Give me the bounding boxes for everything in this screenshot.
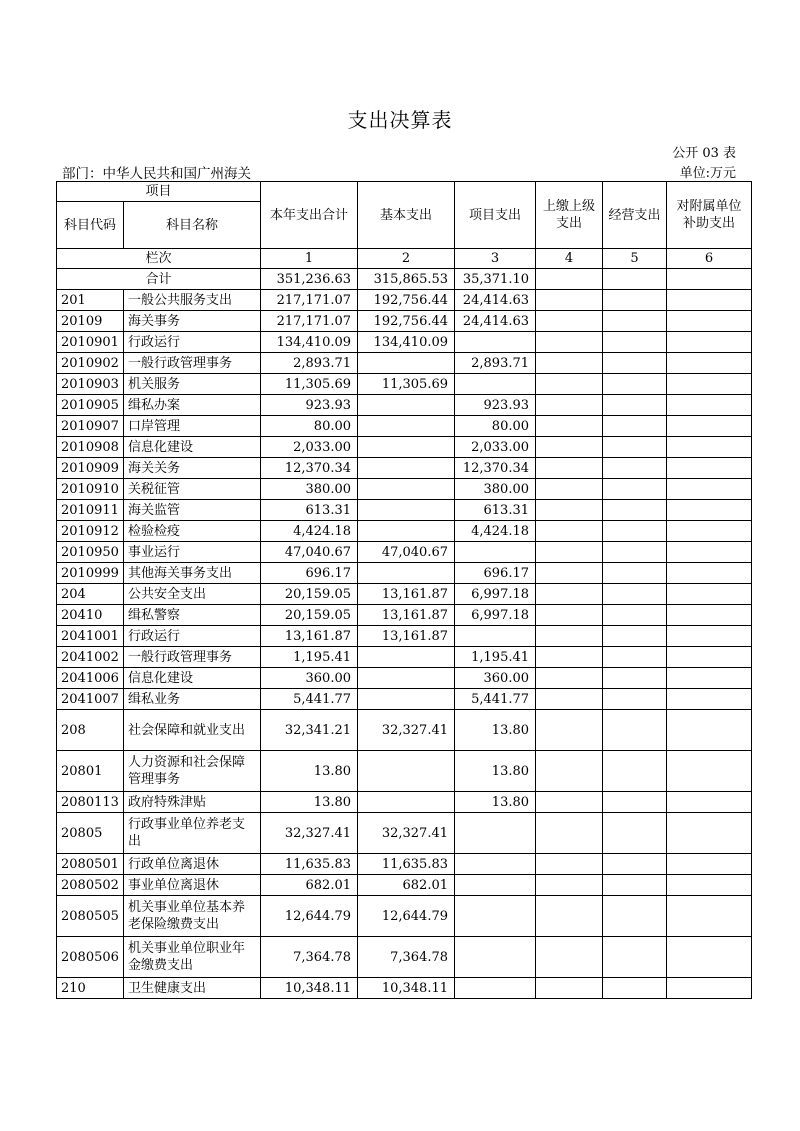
index-label: 栏次: [57, 249, 261, 269]
row-basic: [358, 563, 455, 584]
row-project: 360.00: [455, 668, 536, 689]
row-subsidiary: [667, 875, 752, 896]
table-row: [57, 479, 752, 500]
row-name: 口岸管理: [124, 416, 261, 437]
row-total: 11,635.83: [261, 854, 358, 875]
row-basic: 192,756.44: [358, 290, 455, 311]
row-code: 2080501: [57, 854, 124, 875]
row-business: [603, 875, 667, 896]
row-business: [603, 854, 667, 875]
row-subsidiary: [667, 353, 752, 374]
row-project: 613.31: [455, 500, 536, 521]
row-business: [603, 563, 667, 584]
row-project: 6,997.18: [455, 605, 536, 626]
row-code: 2010910: [57, 479, 124, 500]
row-business: [603, 542, 667, 563]
row-name: 政府特殊津贴: [124, 792, 261, 813]
row-name: 行政运行: [124, 332, 261, 353]
row-upper: [536, 353, 603, 374]
row-total: 32,327.41: [261, 813, 358, 854]
total-basic: 315,865.53: [358, 269, 455, 290]
row-project: 13.80: [455, 710, 536, 751]
row-total: 380.00: [261, 479, 358, 500]
table-row: [57, 937, 752, 978]
row-subsidiary: [667, 437, 752, 458]
table-row: [57, 978, 752, 999]
header-business: 经营支出: [603, 182, 667, 249]
row-basic: [358, 689, 455, 710]
table-row: [57, 500, 752, 521]
row-subsidiary: [667, 978, 752, 999]
row-code: 2010999: [57, 563, 124, 584]
row-upper: [536, 668, 603, 689]
row-business: [603, 647, 667, 668]
row-basic: 134,410.09: [358, 332, 455, 353]
row-subsidiary: [667, 689, 752, 710]
row-project: 923.93: [455, 395, 536, 416]
row-basic: [358, 353, 455, 374]
row-code: 20805: [57, 813, 124, 854]
row-name: 事业运行: [124, 542, 261, 563]
row-code: 204: [57, 584, 124, 605]
row-business: [603, 437, 667, 458]
row-name: 卫生健康支出: [124, 978, 261, 999]
row-subsidiary: [667, 332, 752, 353]
row-subsidiary: [667, 563, 752, 584]
row-total: 217,171.07: [261, 290, 358, 311]
row-upper: [536, 710, 603, 751]
row-basic: 13,161.87: [358, 626, 455, 647]
header-project: 项目支出: [455, 182, 536, 249]
row-upper: [536, 311, 603, 332]
table-row: [57, 626, 752, 647]
row-code: 201: [57, 290, 124, 311]
row-upper: [536, 875, 603, 896]
index-2: 2: [358, 249, 455, 269]
row-basic: [358, 479, 455, 500]
row-total: 32,341.21: [261, 710, 358, 751]
header-item: 项目: [57, 182, 261, 202]
row-upper: [536, 521, 603, 542]
row-business: [603, 751, 667, 792]
row-business: [603, 416, 667, 437]
table-row: [57, 751, 752, 792]
row-code: 2010903: [57, 374, 124, 395]
row-code: 20109: [57, 311, 124, 332]
row-subsidiary: [667, 458, 752, 479]
row-code: 2041006: [57, 668, 124, 689]
row-code: 2041007: [57, 689, 124, 710]
row-basic: 32,327.41: [358, 813, 455, 854]
row-name: 关税征管: [124, 479, 261, 500]
table-row: [57, 437, 752, 458]
row-code: 20410: [57, 605, 124, 626]
row-total: 47,040.67: [261, 542, 358, 563]
row-total: 360.00: [261, 668, 358, 689]
row-total: 5,441.77: [261, 689, 358, 710]
index-4: 4: [536, 249, 603, 269]
row-basic: [358, 395, 455, 416]
row-code: 2010901: [57, 332, 124, 353]
row-total: 613.31: [261, 500, 358, 521]
expenditure-table: [56, 181, 752, 999]
row-total: 13.80: [261, 751, 358, 792]
table-row: [57, 290, 752, 311]
row-total: 7,364.78: [261, 937, 358, 978]
row-basic: 47,040.67: [358, 542, 455, 563]
row-business: [603, 374, 667, 395]
row-name: 机关服务: [124, 374, 261, 395]
table-row: [57, 416, 752, 437]
row-upper: [536, 500, 603, 521]
total-project: 35,371.10: [455, 269, 536, 290]
row-business: [603, 689, 667, 710]
table-row: [57, 542, 752, 563]
row-project: 13.80: [455, 751, 536, 792]
table-row: [57, 896, 752, 937]
row-name: 海关关务: [124, 458, 261, 479]
table-row: [57, 689, 752, 710]
row-code: 2041001: [57, 626, 124, 647]
index-1: 1: [261, 249, 358, 269]
table-row: [57, 605, 752, 626]
row-upper: [536, 854, 603, 875]
row-upper: [536, 978, 603, 999]
header-upper: 上缴上级支出: [536, 182, 603, 249]
total-business: [603, 269, 667, 290]
table-row: [57, 563, 752, 584]
row-subsidiary: [667, 937, 752, 978]
row-subsidiary: [667, 542, 752, 563]
table-row: [57, 710, 752, 751]
row-business: [603, 668, 667, 689]
row-upper: [536, 584, 603, 605]
row-business: [603, 395, 667, 416]
row-upper: [536, 374, 603, 395]
row-name: 检验检疫: [124, 521, 261, 542]
row-upper: [536, 479, 603, 500]
row-business: [603, 978, 667, 999]
row-business: [603, 332, 667, 353]
row-name: 人力资源和社会保障管理事务: [124, 751, 261, 792]
row-project: [455, 542, 536, 563]
row-name: 行政单位离退休: [124, 854, 261, 875]
row-basic: [358, 647, 455, 668]
row-total: 696.17: [261, 563, 358, 584]
row-business: [603, 353, 667, 374]
row-subsidiary: [667, 751, 752, 792]
row-project: 2,893.71: [455, 353, 536, 374]
row-basic: [358, 458, 455, 479]
row-basic: 11,635.83: [358, 854, 455, 875]
row-business: [603, 584, 667, 605]
row-project: [455, 332, 536, 353]
row-total: 2,893.71: [261, 353, 358, 374]
table-row: [57, 374, 752, 395]
table-row: [57, 792, 752, 813]
header-basic: 基本支出: [358, 182, 455, 249]
row-total: 12,370.34: [261, 458, 358, 479]
row-upper: [536, 437, 603, 458]
row-project: [455, 374, 536, 395]
row-business: [603, 605, 667, 626]
table-row: [57, 332, 752, 353]
row-code: 2080502: [57, 875, 124, 896]
row-basic: [358, 500, 455, 521]
row-project: 2,033.00: [455, 437, 536, 458]
row-upper: [536, 813, 603, 854]
row-code: 2010911: [57, 500, 124, 521]
row-basic: 682.01: [358, 875, 455, 896]
row-basic: 10,348.11: [358, 978, 455, 999]
index-5: 5: [603, 249, 667, 269]
index-6: 6: [667, 249, 752, 269]
table-row: [57, 647, 752, 668]
row-total: 11,305.69: [261, 374, 358, 395]
table-row: [57, 813, 752, 854]
row-subsidiary: [667, 584, 752, 605]
row-subsidiary: [667, 668, 752, 689]
row-subsidiary: [667, 374, 752, 395]
row-basic: 13,161.87: [358, 605, 455, 626]
row-upper: [536, 605, 603, 626]
row-total: 10,348.11: [261, 978, 358, 999]
row-total: 80.00: [261, 416, 358, 437]
table-body: [57, 269, 752, 999]
row-code: 2010907: [57, 416, 124, 437]
row-total: 4,424.18: [261, 521, 358, 542]
header-subsidiary: 对附属单位补助支出: [667, 182, 752, 249]
row-name: 行政事业单位养老支出: [124, 813, 261, 854]
table-row: [57, 875, 752, 896]
row-project: [455, 937, 536, 978]
row-basic: [358, 668, 455, 689]
row-upper: [536, 416, 603, 437]
row-name: 行政运行: [124, 626, 261, 647]
row-total: 12,644.79: [261, 896, 358, 937]
row-total: 1,195.41: [261, 647, 358, 668]
row-code: 2010902: [57, 353, 124, 374]
row-subsidiary: [667, 854, 752, 875]
row-subsidiary: [667, 416, 752, 437]
total-amount: 351,236.63: [261, 269, 358, 290]
total-row: [57, 269, 752, 290]
header-name: 科目名称: [124, 202, 261, 249]
row-name: 机关事业单位基本养老保险缴费支出: [124, 896, 261, 937]
row-name: 其他海关事务支出: [124, 563, 261, 584]
row-name: 社会保障和就业支出: [124, 710, 261, 751]
row-total: 923.93: [261, 395, 358, 416]
row-name: 缉私业务: [124, 689, 261, 710]
row-code: 20801: [57, 751, 124, 792]
row-upper: [536, 332, 603, 353]
row-business: [603, 813, 667, 854]
row-business: [603, 626, 667, 647]
table-row: [57, 854, 752, 875]
row-upper: [536, 689, 603, 710]
row-project: 380.00: [455, 479, 536, 500]
row-subsidiary: [667, 479, 752, 500]
row-basic: [358, 792, 455, 813]
row-project: [455, 626, 536, 647]
row-name: 事业单位离退休: [124, 875, 261, 896]
row-basic: 7,364.78: [358, 937, 455, 978]
row-code: 2010905: [57, 395, 124, 416]
row-business: [603, 458, 667, 479]
header-code: 科目代码: [57, 202, 124, 249]
row-name: 缉私警察: [124, 605, 261, 626]
unit-label: 单位:万元: [679, 166, 736, 181]
department-label: 部门：中华人民共和国广州海关: [62, 166, 251, 182]
row-upper: [536, 751, 603, 792]
row-business: [603, 290, 667, 311]
row-basic: 32,327.41: [358, 710, 455, 751]
total-upper: [536, 269, 603, 290]
row-subsidiary: [667, 311, 752, 332]
row-name: 海关事务: [124, 311, 261, 332]
row-total: 682.01: [261, 875, 358, 896]
row-project: 12,370.34: [455, 458, 536, 479]
row-upper: [536, 792, 603, 813]
row-business: [603, 896, 667, 937]
row-upper: [536, 647, 603, 668]
row-upper: [536, 937, 603, 978]
row-project: 6,997.18: [455, 584, 536, 605]
row-project: 1,195.41: [455, 647, 536, 668]
row-subsidiary: [667, 500, 752, 521]
table-row: [57, 584, 752, 605]
row-project: 24,414.63: [455, 290, 536, 311]
row-basic: [358, 416, 455, 437]
row-project: 5,441.77: [455, 689, 536, 710]
row-upper: [536, 395, 603, 416]
row-code: 2080505: [57, 896, 124, 937]
row-basic: 11,305.69: [358, 374, 455, 395]
table-row: [57, 311, 752, 332]
row-basic: 12,644.79: [358, 896, 455, 937]
row-code: 2010912: [57, 521, 124, 542]
row-name: 公共安全支出: [124, 584, 261, 605]
table-row: [57, 353, 752, 374]
row-total: 217,171.07: [261, 311, 358, 332]
row-project: 13.80: [455, 792, 536, 813]
row-subsidiary: [667, 710, 752, 751]
row-name: 一般公共服务支出: [124, 290, 261, 311]
row-total: 20,159.05: [261, 605, 358, 626]
row-upper: [536, 563, 603, 584]
row-code: 210: [57, 978, 124, 999]
row-code: 208: [57, 710, 124, 751]
row-code: 2041002: [57, 647, 124, 668]
row-project: [455, 854, 536, 875]
row-subsidiary: [667, 521, 752, 542]
row-name: 信息化建设: [124, 437, 261, 458]
header-total: 本年支出合计: [261, 182, 358, 249]
row-total: 13,161.87: [261, 626, 358, 647]
row-upper: [536, 626, 603, 647]
row-subsidiary: [667, 290, 752, 311]
total-label: 合计: [57, 269, 261, 290]
row-basic: 192,756.44: [358, 311, 455, 332]
form-number: 公开 03 表: [672, 146, 736, 161]
row-name: 信息化建设: [124, 668, 261, 689]
table-row: [57, 668, 752, 689]
row-code: 2010909: [57, 458, 124, 479]
row-project: 696.17: [455, 563, 536, 584]
row-business: [603, 311, 667, 332]
row-total: 2,033.00: [261, 437, 358, 458]
row-name: 一般行政管理事务: [124, 647, 261, 668]
row-code: 2010950: [57, 542, 124, 563]
row-basic: [358, 521, 455, 542]
row-name: 一般行政管理事务: [124, 353, 261, 374]
row-subsidiary: [667, 813, 752, 854]
row-upper: [536, 458, 603, 479]
row-project: 4,424.18: [455, 521, 536, 542]
table-row: [57, 395, 752, 416]
row-basic: 13,161.87: [358, 584, 455, 605]
row-upper: [536, 896, 603, 937]
table-row: [57, 458, 752, 479]
row-project: 80.00: [455, 416, 536, 437]
row-business: [603, 521, 667, 542]
row-name: 缉私办案: [124, 395, 261, 416]
table-row: [57, 521, 752, 542]
row-subsidiary: [667, 792, 752, 813]
row-subsidiary: [667, 395, 752, 416]
row-code: 2080113: [57, 792, 124, 813]
row-subsidiary: [667, 647, 752, 668]
row-project: [455, 978, 536, 999]
row-upper: [536, 542, 603, 563]
row-code: 2010908: [57, 437, 124, 458]
page-title: 支出决算表: [347, 108, 453, 132]
row-subsidiary: [667, 605, 752, 626]
row-business: [603, 937, 667, 978]
row-subsidiary: [667, 626, 752, 647]
row-code: 2080506: [57, 937, 124, 978]
row-basic: [358, 751, 455, 792]
row-basic: [358, 437, 455, 458]
row-total: 20,159.05: [261, 584, 358, 605]
row-business: [603, 500, 667, 521]
row-project: [455, 813, 536, 854]
row-subsidiary: [667, 896, 752, 937]
row-business: [603, 792, 667, 813]
row-total: 13.80: [261, 792, 358, 813]
row-business: [603, 479, 667, 500]
row-project: [455, 896, 536, 937]
row-name: 机关事业单位职业年金缴费支出: [124, 937, 261, 978]
row-total: 134,410.09: [261, 332, 358, 353]
row-name: 海关监管: [124, 500, 261, 521]
row-upper: [536, 290, 603, 311]
row-business: [603, 710, 667, 751]
row-project: 24,414.63: [455, 311, 536, 332]
total-subsidiary: [667, 269, 752, 290]
row-project: [455, 875, 536, 896]
index-3: 3: [455, 249, 536, 269]
